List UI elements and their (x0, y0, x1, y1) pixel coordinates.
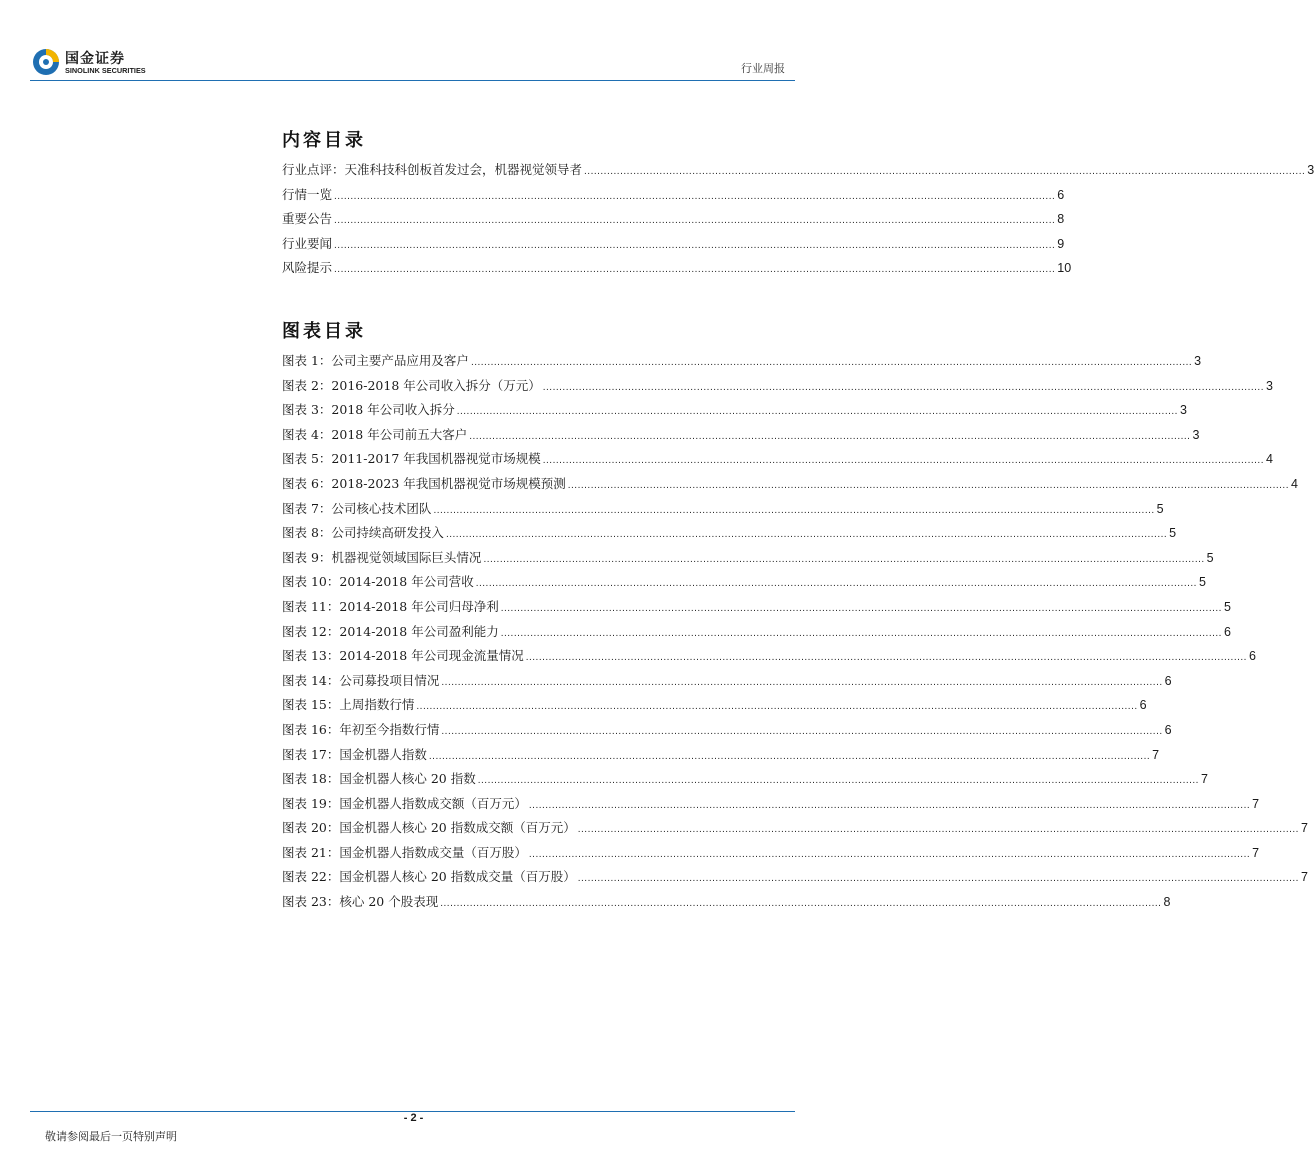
disclaimer: 敬请参阅最后一页特别声明 (45, 1130, 177, 1143)
page-header (0, 0, 827, 82)
figure-entry-page[interactable]: 7 (1300, 821, 1308, 836)
figure-entry-page[interactable]: 6 (1164, 722, 1172, 737)
figure-entry[interactable] (282, 841, 1260, 866)
figure-entry-page[interactable]: 3 (1179, 403, 1187, 418)
dot-leader: ............................................................................................................................................................................................................................ (428, 750, 1151, 762)
dot-leader: ............................................................................................................................................................................................................................ (500, 627, 1222, 639)
dot-leader: ............................................................................................................................................................................................................................ (567, 479, 1289, 491)
contents-entry-page[interactable]: 8 (1057, 212, 1065, 227)
dot-leader: ............................................................................................................................................................................................................................ (483, 553, 1205, 565)
dot-leader: ............................................................................................................................................................................................................................ (469, 430, 1191, 442)
figure-entry[interactable] (282, 521, 1177, 546)
figure-entry-page[interactable]: 7 (1252, 845, 1260, 860)
dot-leader: ............................................................................................................................................................................................................................ (584, 166, 1306, 177)
figure-entry[interactable] (282, 865, 1308, 890)
figure-entry-label[interactable]: 图表 17：国金机器人指数 (282, 746, 427, 762)
contents-entry-label[interactable]: 行业要闻 (282, 235, 333, 251)
dot-leader: ............................................................................................................................................................................................................................ (528, 848, 1251, 860)
figure-entry-label[interactable]: 图表 18：国金机器人核心 20 指数 (282, 771, 476, 787)
contents-entry-page[interactable]: 9 (1057, 236, 1065, 251)
figure-entry-label[interactable]: 图表 14：公司募投项目情况 (282, 672, 440, 688)
figure-entry-page[interactable]: 8 (1163, 895, 1171, 910)
figure-entry[interactable] (282, 890, 1171, 915)
figures-title: 图表目录 (282, 321, 366, 342)
figure-entry-page[interactable]: 7 (1252, 796, 1260, 811)
figure-entry-page[interactable]: 5 (1169, 526, 1177, 541)
figure-entry[interactable] (282, 349, 1202, 374)
contents-entry-page[interactable]: 6 (1057, 187, 1065, 202)
figure-entry[interactable] (282, 743, 1160, 768)
figure-entry[interactable] (282, 570, 1206, 595)
dot-leader: ............................................................................................................................................................................................................................ (577, 873, 1299, 885)
dot-leader: ............................................................................................................................................................................................................................ (334, 264, 1056, 276)
figure-entry-label[interactable]: 图表 2：2016-2018 年公司收入拆分（万元） (282, 377, 541, 393)
logo-text-en: SINOLINK SECURITIES (65, 66, 146, 75)
figure-entry-label[interactable]: 图表 12：2014-2018 年公司盈利能力 (282, 623, 499, 639)
figures-section (282, 319, 1308, 915)
figure-entry[interactable] (282, 423, 1200, 448)
contents-entry-label[interactable]: 风险提示 (282, 260, 333, 276)
figure-entry-page[interactable]: 5 (1206, 550, 1214, 565)
figure-entry-page[interactable]: 6 (1248, 649, 1256, 664)
figure-entry-page[interactable]: 5 (1223, 599, 1231, 614)
figure-entry[interactable] (282, 447, 1273, 472)
figure-entry-label[interactable]: 图表 3：2018 年公司收入拆分 (282, 402, 455, 418)
figure-entry-page[interactable]: 7 (1200, 772, 1208, 787)
dot-leader: ............................................................................................................................................................................................................................ (542, 381, 1264, 393)
dot-leader: ............................................................................................................................................................................................................................ (441, 725, 1163, 737)
figure-entry[interactable] (282, 669, 1172, 694)
figure-entry-label[interactable]: 图表 13：2014-2018 年公司现金流量情况 (282, 648, 524, 664)
figure-entry[interactable] (282, 497, 1164, 522)
dot-leader: ............................................................................................................................................................................................................................ (445, 529, 1168, 541)
figure-entry-label[interactable]: 图表 20：国金机器人核心 20 指数成交额（百万元） (282, 820, 576, 836)
dot-leader: ............................................................................................................................................................................................................................ (542, 455, 1264, 467)
contents-entry-label[interactable]: 行业点评：天准科技科创板首发过会，机器视觉领导者 (282, 162, 583, 177)
figure-entry[interactable] (282, 546, 1214, 571)
logo-text-cn: 国金证券 (65, 51, 125, 67)
contents-entry[interactable] (282, 183, 1065, 208)
dot-leader: ............................................................................................................................................................................................................................ (440, 898, 1162, 910)
contents-entry-page[interactable]: 3 (1307, 163, 1314, 177)
figure-entry-label[interactable]: 图表 8：公司持续高研发投入 (282, 525, 444, 541)
figure-entry[interactable] (282, 718, 1172, 743)
figure-entry-page[interactable]: 3 (1265, 378, 1273, 393)
contents-entry[interactable] (282, 256, 1072, 281)
sinolink-logo-icon (32, 48, 60, 76)
figure-entry[interactable] (282, 595, 1231, 620)
contents-entry-label[interactable]: 行情一览 (282, 186, 333, 202)
figure-entry-page[interactable]: 5 (1198, 575, 1206, 590)
contents-entry[interactable] (282, 232, 1065, 257)
dot-leader: ............................................................................................................................................................................................................................ (475, 578, 1197, 590)
figure-entry-page[interactable]: 3 (1194, 354, 1202, 368)
figure-entry[interactable] (282, 644, 1256, 669)
dot-leader: ............................................................................................................................................................................................................................ (334, 215, 1056, 227)
figure-entry[interactable] (282, 816, 1308, 841)
figure-entry-label[interactable]: 图表 9：机器视觉领域国际巨头情况 (282, 549, 482, 565)
figure-entry-page[interactable]: 5 (1156, 501, 1164, 516)
contents-section (282, 128, 1314, 281)
dot-leader: ............................................................................................................................................................................................................................ (500, 602, 1222, 614)
figure-entry-label[interactable]: 图表 1：公司主要产品应用及客户 (282, 353, 469, 368)
figure-entry[interactable] (282, 693, 1147, 718)
figures-list (282, 349, 1308, 915)
figure-entry-page[interactable]: 7 (1300, 870, 1308, 885)
contents-title: 内容目录 (282, 130, 366, 151)
dot-leader: ............................................................................................................................................................................................................................ (433, 504, 1155, 516)
figure-entry-page[interactable]: 6 (1164, 673, 1172, 688)
figure-entry-page[interactable]: 6 (1223, 624, 1231, 639)
figure-entry-label[interactable]: 图表 16：年初至今指数行情 (282, 721, 440, 737)
figure-entry[interactable] (282, 620, 1231, 645)
contents-entry[interactable] (282, 158, 1314, 183)
figure-entry[interactable] (282, 472, 1298, 497)
dot-leader: ............................................................................................................................................................................................................................ (334, 239, 1056, 251)
figure-entry-label[interactable]: 图表 4：2018 年公司前五大客户 (282, 426, 468, 442)
figure-entry-label[interactable]: 图表 22：国金机器人核心 20 指数成交量（百万股） (282, 869, 576, 885)
figure-entry[interactable] (282, 767, 1208, 792)
contents-entry[interactable] (282, 207, 1065, 232)
figure-entry-page[interactable]: 3 (1192, 427, 1200, 442)
figure-entry-label[interactable]: 图表 15：上周指数行情 (282, 697, 415, 713)
figure-entry-label[interactable]: 图表 11：2014-2018 年公司归母净利 (282, 598, 499, 614)
figure-entry-page[interactable]: 7 (1152, 747, 1160, 762)
header-divider (30, 80, 795, 81)
dot-leader: ............................................................................................................................................................................................................................ (477, 775, 1199, 787)
dot-leader: ............................................................................................................................................................................................................................ (577, 824, 1299, 836)
figure-entry[interactable] (282, 374, 1273, 399)
dot-leader: ............................................................................................................................................................................................................................ (525, 652, 1247, 664)
figure-entry-page[interactable]: 4 (1265, 452, 1273, 467)
dot-leader: ............................................................................................................................................................................................................................ (528, 799, 1251, 811)
report-type: 行业周报 (741, 62, 785, 75)
figure-entry-label[interactable]: 图表 5：2011-2017 年我国机器视觉市场规模 (282, 451, 541, 467)
contents-list (282, 158, 1314, 281)
figure-entry-label[interactable]: 图表 19：国金机器人指数成交额（百万元） (282, 795, 527, 811)
figure-entry-label[interactable]: 图表 21：国金机器人指数成交量（百万股） (282, 844, 527, 860)
contents-entry-page[interactable]: 10 (1057, 261, 1072, 276)
dot-leader: ............................................................................................................................................................................................................................ (456, 406, 1178, 418)
figure-entry-page[interactable]: 4 (1290, 476, 1298, 491)
figure-entry-label[interactable]: 图表 10：2014-2018 年公司营收 (282, 574, 474, 590)
figure-entry[interactable] (282, 398, 1187, 423)
dot-leader: ............................................................................................................................................................................................................................ (470, 357, 1193, 368)
dot-leader: ............................................................................................................................................................................................................................ (416, 701, 1138, 713)
company-logo (32, 48, 162, 78)
figure-entry-label[interactable]: 图表 7：公司核心技术团队 (282, 500, 432, 516)
page-number: - 2 - (403, 1112, 424, 1124)
figure-entry[interactable] (282, 792, 1260, 817)
figure-entry-label[interactable]: 图表 6：2018-2023 年我国机器视觉市场规模预测 (282, 475, 566, 491)
figure-entry-page[interactable]: 6 (1139, 698, 1147, 713)
contents-entry-label[interactable]: 重要公告 (282, 211, 333, 227)
figure-entry-label[interactable]: 图表 23：核心 20 个股表现 (282, 894, 439, 910)
dot-leader: ............................................................................................................................................................................................................................ (441, 676, 1163, 688)
dot-leader: ............................................................................................................................................................................................................................ (334, 190, 1056, 202)
